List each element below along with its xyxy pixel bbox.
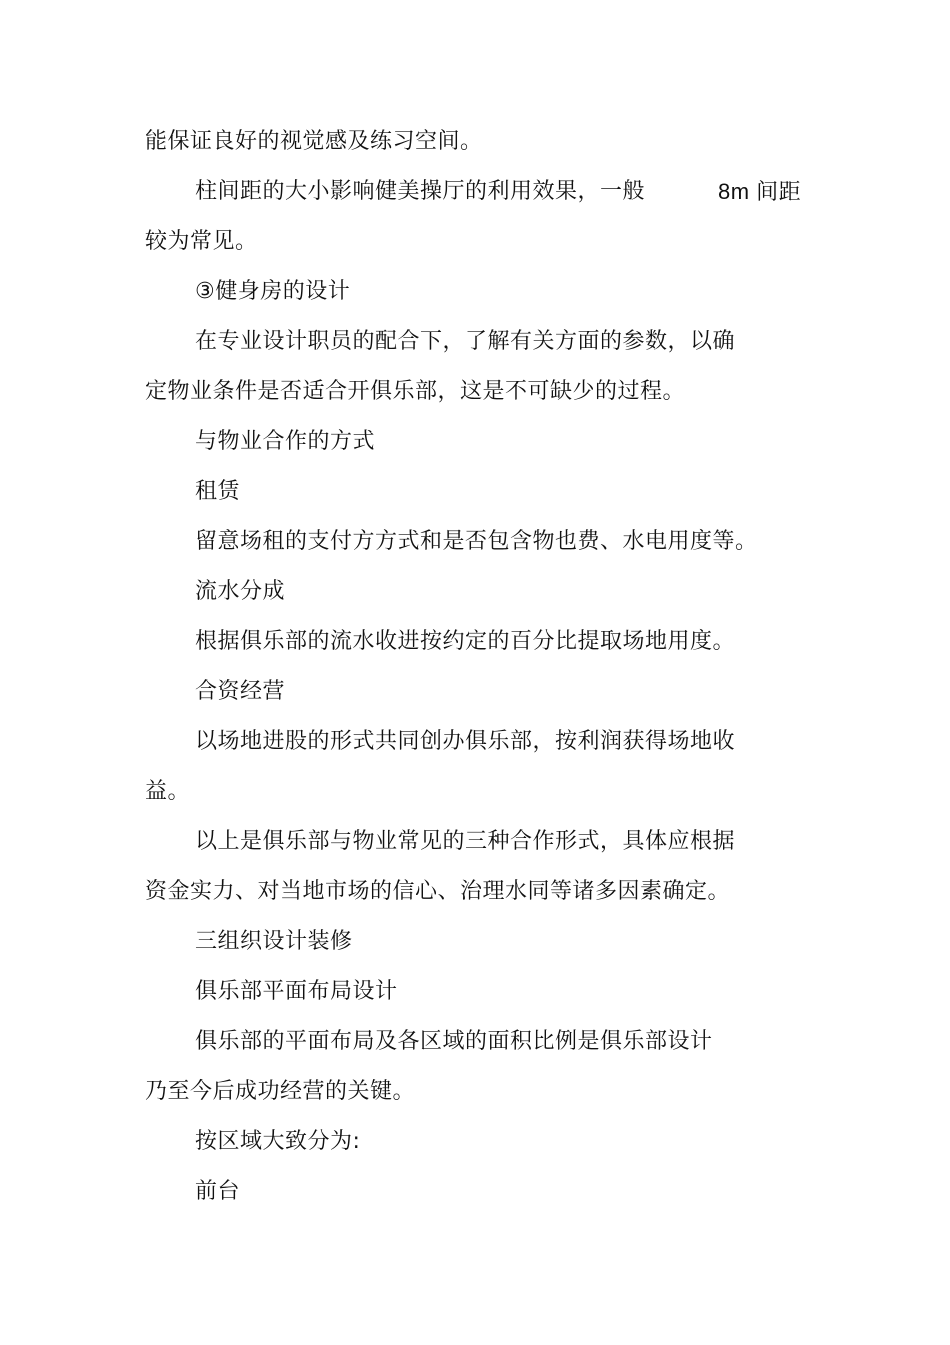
text-line-fragment: 8m 间距 [718,179,802,204]
subheading: 俱乐部平面布局设计 [195,979,398,1004]
subheading: 流水分成 [195,579,286,604]
text-line: 资金实力、对当地市场的信心、治理水同等诸多因素确定。 [145,879,731,904]
text-line: 乃至今后成功经营的关键。 [145,1079,416,1104]
text-line: 留意场租的支付方方式和是否包含物也费、水电用度等。 [195,529,758,554]
subheading: 前台 [195,1179,241,1204]
text-line: 根据俱乐部的流水收进按约定的百分比提取场地用度。 [195,629,736,654]
text-line: 益。 [145,779,191,804]
subheading: 租赁 [195,479,241,504]
text-line: 按区域大致分为: [195,1129,361,1154]
text-line: 以上是俱乐部与物业常见的三种合作形式，具体应根据 [195,829,736,854]
text-line: 柱间距的大小影响健美操厅的利用效果，一般 [195,179,646,204]
subheading: 合资经营 [195,679,286,704]
section-heading: 三组织设计装修 [195,929,353,954]
text-line: 定物业条件是否适合开俱乐部，这是不可缺少的过程。 [145,379,686,404]
text-line: 以场地进股的形式共同创办俱乐部，按利润获得场地收 [195,729,736,754]
text-line: 能保证良好的视觉感及练习空间。 [145,129,483,154]
text-line: 较为常见。 [145,229,258,254]
text-line: 在专业设计职员的配合下，了解有关方面的参数，以确 [195,329,736,354]
text-line: 俱乐部的平面布局及各区域的面积比例是俱乐部设计 [195,1029,713,1054]
section-heading: ③健身房的设计 [195,279,351,304]
subheading: 与物业合作的方式 [195,429,376,454]
